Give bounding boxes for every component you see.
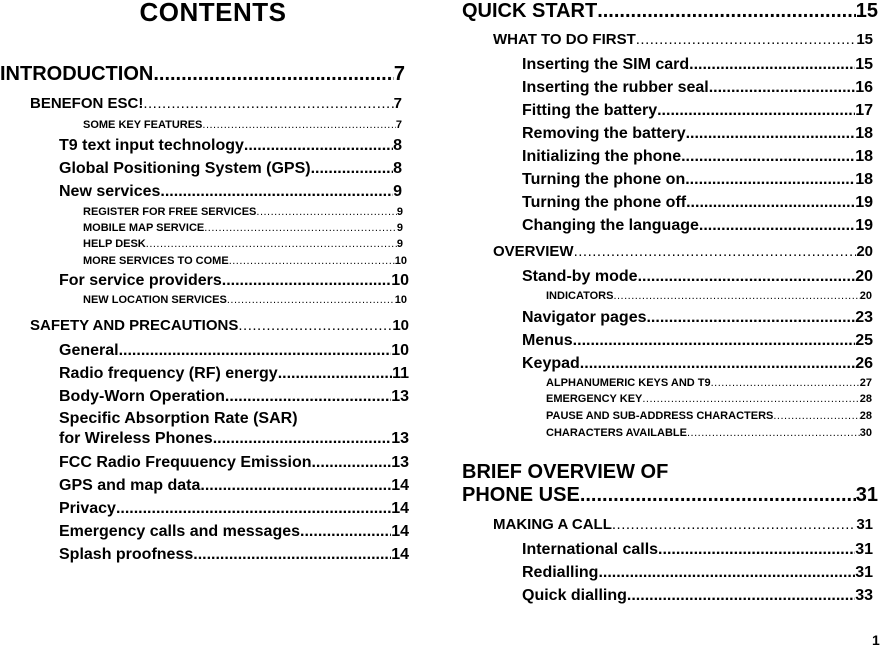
toc-entry-some-key-features xyxy=(83,119,402,132)
entry-page: 7 xyxy=(393,95,402,112)
toc-entry-introduction xyxy=(0,63,405,85)
dot-leader xyxy=(244,136,393,155)
entry-page: 15 xyxy=(856,31,873,48)
toc-entry-inserting-sim xyxy=(522,55,873,74)
toc-entry-register xyxy=(83,206,403,219)
dot-leader xyxy=(238,317,392,334)
entry-title: HELP DESK xyxy=(83,238,146,250)
entry-page: 17 xyxy=(855,102,873,119)
entry-page: 27 xyxy=(859,377,872,389)
dot-leader xyxy=(256,206,396,219)
entry-title: Radio frequency (RF) energy xyxy=(59,365,278,382)
toc-entry-overview xyxy=(493,243,873,260)
dot-leader xyxy=(153,63,394,85)
dot-leader xyxy=(222,271,391,290)
entry-page: 10 xyxy=(394,255,407,267)
toc-entry-brief-overview-line1: BRIEF OVERVIEW OF xyxy=(462,461,669,483)
entry-title: Redialling xyxy=(522,564,599,581)
dot-leader xyxy=(193,545,391,564)
entry-page: 13 xyxy=(391,454,409,471)
toc-entry-initializing xyxy=(522,147,873,166)
dot-leader xyxy=(597,0,856,22)
entry-title: CHARACTERS AVAILABLE xyxy=(546,427,687,439)
entry-title: Emergency calls and messages xyxy=(59,523,301,540)
entry-title: PHONE USE xyxy=(462,484,580,506)
entry-title: GPS and map data xyxy=(59,477,201,494)
toc-entry-gps-map-data xyxy=(59,476,409,495)
entry-page: 7 xyxy=(395,119,402,131)
dot-leader xyxy=(681,147,855,166)
entry-title: EMERGENCY KEY xyxy=(546,393,643,405)
dot-leader xyxy=(689,55,855,74)
entry-title: New services xyxy=(59,183,161,200)
toc-entry-benefon-esc xyxy=(30,95,402,112)
entry-title: for Wireless Phones xyxy=(59,430,213,447)
entry-page: 9 xyxy=(396,238,403,250)
entry-page: 14 xyxy=(391,523,409,540)
toc-entry-fcc xyxy=(59,453,409,472)
entry-page: 31 xyxy=(856,516,873,533)
entry-title: Inserting the rubber seal xyxy=(522,79,709,96)
entry-page: 9 xyxy=(396,222,403,234)
entry-title: Navigator pages xyxy=(522,309,647,326)
dot-leader xyxy=(202,119,395,132)
dot-leader xyxy=(711,377,860,390)
entry-title: MAKING A CALL xyxy=(493,516,612,533)
toc-entry-menus xyxy=(522,331,873,350)
dot-leader xyxy=(642,393,859,406)
toc-entry-new-services xyxy=(59,182,402,201)
entry-title: Menus xyxy=(522,332,573,349)
entry-page: 20 xyxy=(859,290,872,302)
entry-page: 8 xyxy=(393,160,402,177)
entry-page: 28 xyxy=(859,410,872,422)
entry-page: 14 xyxy=(391,500,409,517)
entry-title: OVERVIEW xyxy=(493,243,574,260)
entry-page: 31 xyxy=(855,564,873,581)
entry-title: General xyxy=(59,342,119,359)
entry-title: INDICATORS xyxy=(546,290,614,302)
entry-page: 33 xyxy=(855,587,873,604)
dot-leader xyxy=(580,354,855,373)
entry-title: T9 text input technology xyxy=(59,137,244,154)
entry-page: 7 xyxy=(393,63,405,85)
entry-page: 11 xyxy=(392,365,409,382)
dot-leader xyxy=(116,499,391,518)
entry-page: 15 xyxy=(855,0,878,22)
toc-entry-what-to-do-first xyxy=(493,31,873,48)
entry-title: For service providers xyxy=(59,272,222,289)
entry-title: SOME KEY FEATURES xyxy=(83,119,203,131)
dot-leader xyxy=(160,182,393,201)
toc-entry-emergency-key xyxy=(546,393,872,406)
entry-page: 13 xyxy=(391,388,409,405)
toc-entry-t9 xyxy=(59,136,402,155)
entry-title: Global Positioning System (GPS) xyxy=(59,160,311,177)
entry-title: Privacy xyxy=(59,500,116,517)
entry-page: 26 xyxy=(855,355,873,372)
entry-title: ALPHANUMERIC KEYS AND T9 xyxy=(546,377,711,389)
entry-title: Fitting the battery xyxy=(522,102,658,119)
toc-entry-inserting-rubber-seal xyxy=(522,78,873,97)
entry-title: SAFETY AND PRECAUTIONS xyxy=(30,317,239,334)
entry-page: 10 xyxy=(394,294,407,306)
entry-title: Keypad xyxy=(522,355,580,372)
entry-title: Body-Worn Operation xyxy=(59,388,225,405)
entry-title: WHAT TO DO FIRST xyxy=(493,31,636,48)
dot-leader xyxy=(773,410,859,423)
entry-page: 23 xyxy=(855,309,873,326)
dot-leader xyxy=(229,255,395,268)
dot-leader xyxy=(300,522,391,541)
toc-entry-brief-overview-line2 xyxy=(462,484,878,506)
toc-entry-making-a-call xyxy=(493,516,873,533)
entry-page: 13 xyxy=(391,430,409,447)
entry-title: NEW LOCATION SERVICES xyxy=(83,294,227,306)
entry-title: Turning the phone off xyxy=(522,194,687,211)
entry-title: FCC Radio Frequuency Emission xyxy=(59,454,312,471)
entry-page: 31 xyxy=(855,484,878,506)
toc-entry-stand-by-mode xyxy=(522,267,873,286)
toc-entry-help-desk xyxy=(83,238,403,251)
dot-leader xyxy=(278,364,392,383)
dot-leader xyxy=(685,170,855,189)
toc-entry-emergency-calls xyxy=(59,522,409,541)
toc-entry-indicators xyxy=(546,290,872,303)
entry-page: 15 xyxy=(855,56,873,73)
toc-entry-radio-frequency xyxy=(59,364,409,383)
toc-entry-changing-language xyxy=(522,216,873,235)
toc-entry-quick-dialling xyxy=(522,586,873,605)
toc-entry-sar-line1: Specific Absorption Rate (SAR) xyxy=(59,410,298,427)
dot-leader xyxy=(573,331,856,350)
entry-page: 25 xyxy=(855,332,873,349)
dot-leader xyxy=(227,294,395,307)
toc-entry-new-location xyxy=(83,294,407,307)
entry-page: 18 xyxy=(855,125,873,142)
entry-page: 18 xyxy=(855,171,873,188)
toc-entry-navigator-pages xyxy=(522,308,873,327)
entry-page: 9 xyxy=(393,183,402,200)
dot-leader xyxy=(613,290,859,303)
dot-leader xyxy=(119,341,392,360)
dot-leader xyxy=(636,31,857,48)
entry-title: Splash proofness xyxy=(59,546,194,563)
toc-entry-fitting-battery xyxy=(522,101,873,120)
toc-entry-splash xyxy=(59,545,409,564)
dot-leader xyxy=(646,308,855,327)
dot-leader xyxy=(204,222,397,235)
toc-entry-pause-subaddress xyxy=(546,410,872,423)
entry-title: Removing the battery xyxy=(522,125,686,142)
toc-entry-alphanumeric xyxy=(546,377,872,390)
entry-title: REGISTER FOR FREE SERVICES xyxy=(83,206,257,218)
entry-title: QUICK START xyxy=(462,0,598,22)
entry-page: 20 xyxy=(856,243,873,260)
entry-page: 10 xyxy=(391,342,409,359)
toc-entry-turning-on xyxy=(522,170,873,189)
toc-entry-safety xyxy=(30,317,409,334)
dot-leader xyxy=(709,78,855,97)
dot-leader xyxy=(686,124,856,143)
entry-page: 14 xyxy=(391,477,409,494)
entry-page: 31 xyxy=(855,541,873,558)
dot-leader xyxy=(687,427,860,440)
entry-title: Changing the language xyxy=(522,217,699,234)
entry-title: MOBILE MAP SERVICE xyxy=(83,222,205,234)
entry-title: International calls xyxy=(522,541,659,558)
dot-leader xyxy=(658,540,855,559)
toc-entry-more-services xyxy=(83,255,407,268)
dot-leader xyxy=(580,484,856,506)
entry-page: 20 xyxy=(855,268,873,285)
entry-page: 8 xyxy=(393,137,402,154)
toc-entry-gps xyxy=(59,159,402,178)
entry-title: Quick dialling xyxy=(522,587,627,604)
dot-leader xyxy=(699,216,855,235)
dot-leader xyxy=(598,563,855,582)
dot-leader xyxy=(612,516,856,533)
toc-entry-international-calls xyxy=(522,540,873,559)
dot-leader xyxy=(638,267,856,286)
entry-page: 19 xyxy=(855,194,873,211)
entry-page: 30 xyxy=(859,427,872,439)
dot-leader xyxy=(225,387,391,406)
toc-entry-keypad xyxy=(522,354,873,373)
entry-page: 18 xyxy=(855,148,873,165)
dot-leader xyxy=(627,586,855,605)
toc-entry-quick-start xyxy=(462,0,878,22)
toc-entry-privacy xyxy=(59,499,409,518)
entry-page: 28 xyxy=(859,393,872,405)
entry-page: 19 xyxy=(855,217,873,234)
dot-leader xyxy=(213,429,392,448)
entry-title: PAUSE AND SUB-ADDRESS CHARACTERS xyxy=(546,410,774,422)
dot-leader xyxy=(311,453,391,472)
dot-leader xyxy=(311,159,394,178)
toc-entry-redialling xyxy=(522,563,873,582)
dot-leader xyxy=(657,101,855,120)
entry-title: Turning the phone on xyxy=(522,171,686,188)
dot-leader xyxy=(686,193,855,212)
page-number: 1 xyxy=(872,632,880,648)
entry-title: BENEFON ESC! xyxy=(30,95,144,112)
dot-leader xyxy=(574,243,857,260)
entry-page: 10 xyxy=(391,272,409,289)
entry-title: MORE SERVICES TO COME xyxy=(83,255,229,267)
entry-title: Inserting the SIM card xyxy=(522,56,690,73)
toc-entry-removing-battery xyxy=(522,124,873,143)
entry-title: INTRODUCTION xyxy=(0,63,154,85)
toc-entry-general xyxy=(59,341,409,360)
entry-page: 16 xyxy=(855,79,873,96)
entry-title: Initializing the phone xyxy=(522,148,682,165)
toc-entry-characters-available xyxy=(546,427,872,440)
entry-page: 10 xyxy=(392,317,409,334)
toc-entry-body-worn xyxy=(59,387,409,406)
entry-title: Stand-by mode xyxy=(522,268,638,285)
toc-entry-for-service-providers xyxy=(59,271,409,290)
dot-leader xyxy=(143,95,393,112)
entry-page: 9 xyxy=(396,206,403,218)
toc-entry-turning-off xyxy=(522,193,873,212)
entry-page: 14 xyxy=(391,546,409,563)
toc-entry-mobile-map xyxy=(83,222,403,235)
toc-entry-sar-line2 xyxy=(59,429,409,448)
dot-leader xyxy=(200,476,391,495)
dot-leader xyxy=(146,238,397,251)
page-title: CONTENTS xyxy=(139,0,287,27)
